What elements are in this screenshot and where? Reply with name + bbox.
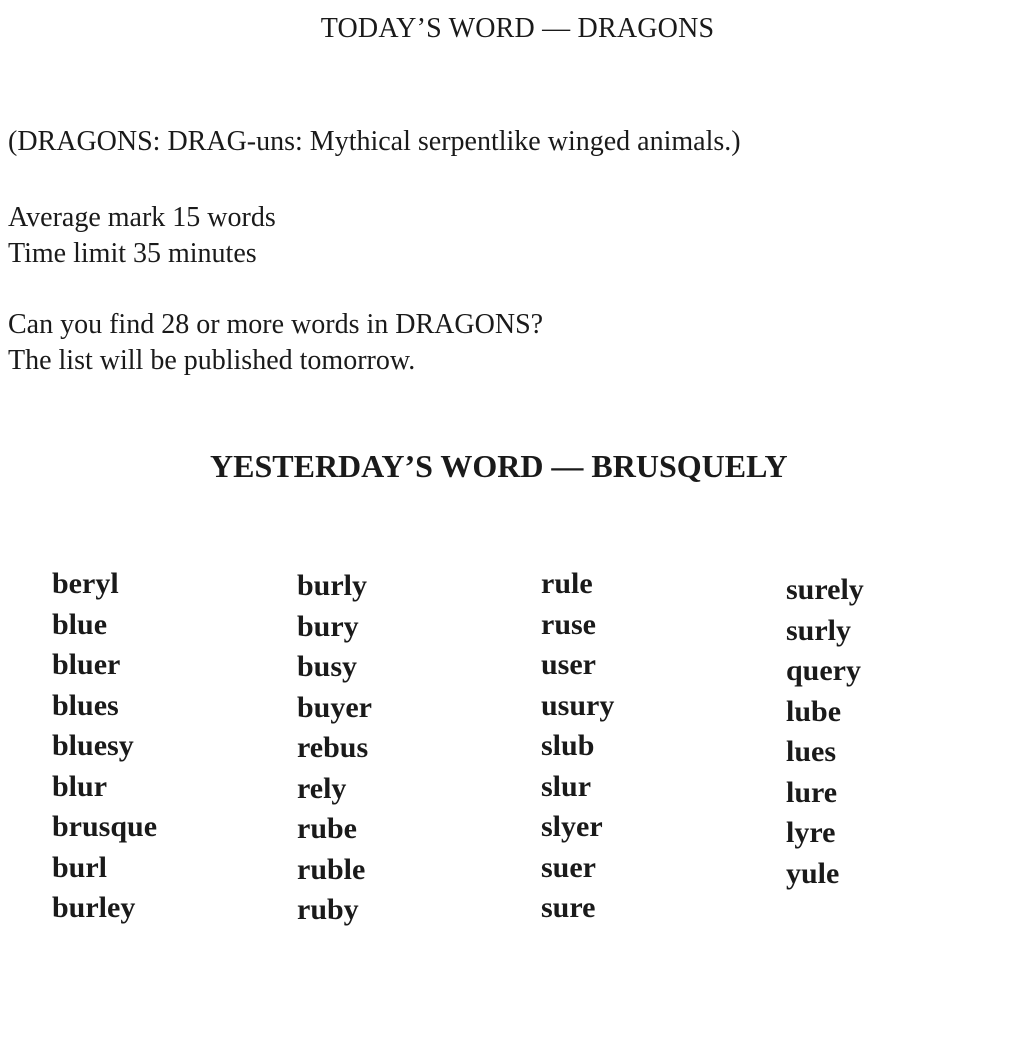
list-item: lyre: [786, 816, 836, 849]
list-item: burley: [52, 891, 136, 924]
average-mark: Average mark 15 words: [8, 202, 276, 233]
word-list-column-4: [786, 570, 864, 894]
publish-note: The list will be published tomorrow.: [8, 345, 416, 376]
list-item: bluesy: [52, 729, 134, 762]
list-item: slur: [541, 769, 592, 803]
list-item: yule: [786, 856, 840, 890]
list-item: blues: [52, 688, 119, 722]
list-item: ruse: [541, 607, 596, 641]
list-item: burl: [52, 850, 108, 884]
list-item: blur: [52, 769, 108, 803]
list-item: bury: [297, 609, 359, 643]
puzzle-stats: [8, 200, 276, 272]
list-item: sure: [541, 891, 596, 924]
list-item: beryl: [52, 567, 119, 600]
list-item: query: [786, 654, 861, 687]
list-item: ruble: [297, 852, 366, 886]
word-list-column-1: [52, 564, 157, 929]
todays-word-title: TODAY’S WORD — DRAGONS: [320, 13, 715, 44]
list-item: lube: [786, 694, 842, 728]
list-item: rube: [297, 812, 357, 845]
list-item: blue: [52, 607, 108, 641]
challenge-question: Can you find 28 or more words in DRAGONS?: [8, 309, 544, 340]
list-item: rule: [541, 567, 593, 600]
list-item: rely: [297, 771, 347, 805]
list-item: usury: [541, 688, 615, 722]
list-item: buyer: [297, 690, 372, 724]
word-list-column-3: [541, 564, 614, 929]
list-item: lues: [786, 735, 837, 768]
list-item: lure: [786, 775, 838, 809]
list-item: surely: [786, 573, 864, 606]
list-item: suer: [541, 850, 596, 884]
challenge-text: [8, 307, 543, 379]
list-item: burly: [297, 569, 368, 602]
list-item: bluer: [52, 648, 121, 681]
word-definition: (DRAGONS: DRAG-uns: Mythical serpentlike winged animals.): [8, 126, 741, 157]
list-item: busy: [297, 650, 358, 683]
list-item: brusque: [52, 810, 158, 843]
time-limit: Time limit 35 minutes: [8, 238, 257, 269]
list-item: slub: [541, 729, 595, 762]
list-item: ruby: [297, 893, 359, 926]
list-item: rebus: [297, 731, 369, 764]
word-list-column-2: [297, 566, 372, 931]
list-item: slyer: [541, 810, 603, 843]
list-item: surly: [786, 613, 852, 647]
list-item: user: [541, 648, 596, 681]
yesterdays-word-title: YESTERDAY’S WORD — BRUSQUELY: [210, 448, 788, 484]
